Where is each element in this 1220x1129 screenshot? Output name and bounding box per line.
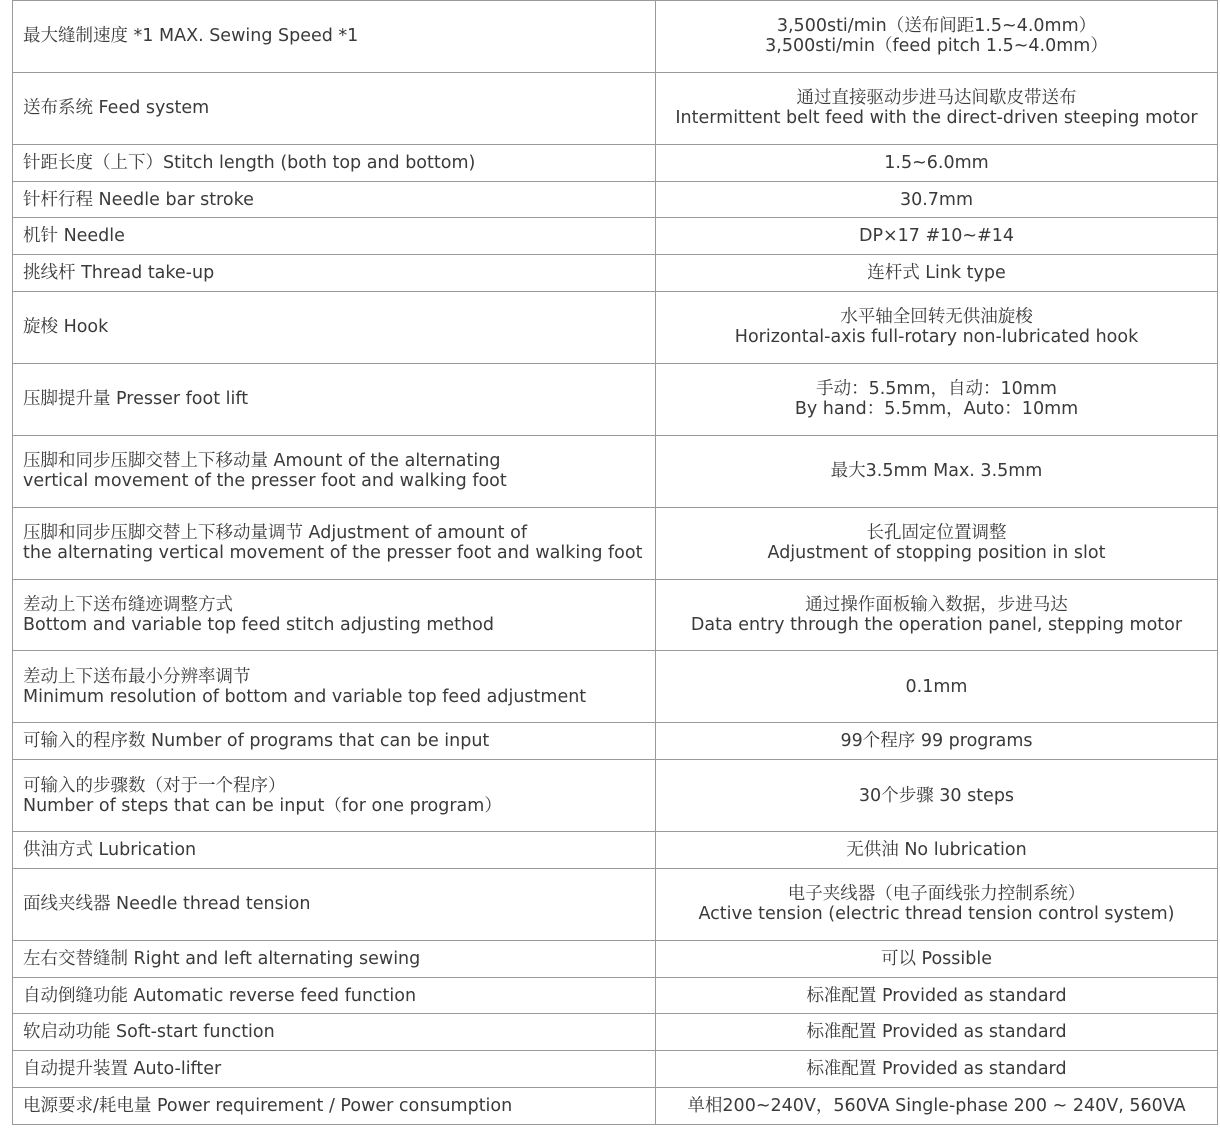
spec-label-line: Number of steps that can be input（for one program） (23, 795, 502, 816)
spec-row (13, 832, 1218, 869)
spec-value-cell (656, 977, 1218, 1014)
spec-value-line: DP×17 #10~#14 (858, 226, 1015, 247)
spec-label-line: 最大缝制速度 *1 MAX. Sewing Speed *1 (23, 26, 359, 47)
spec-value-line: 可以 Possible (880, 948, 993, 969)
spec-value-line: 3,500sti/min（feed pitch 1.5~4.0mm） (765, 36, 1108, 57)
spec-value-cell (656, 868, 1218, 940)
spec-label-cell (13, 1088, 656, 1125)
spec-label-line: 差动上下送布缝迹调整方式 (23, 595, 233, 616)
spec-value-cell (656, 218, 1218, 255)
spec-row (13, 144, 1218, 181)
spec-label-cell (13, 72, 656, 144)
spec-value-line: Active tension (electric thread tension control system) (698, 904, 1175, 925)
spec-label-line: 送布系统 Feed system (23, 98, 210, 119)
spec-label-line: 自动提升装置 Auto-lifter (23, 1059, 222, 1080)
spec-label-cell (13, 977, 656, 1014)
spec-value-line: Data entry through the operation panel, stepping motor (690, 615, 1183, 636)
spec-label-line: 可输入的程序数 Number of programs that can be input (23, 731, 490, 752)
spec-label-line: 旋梭 Hook (23, 317, 109, 338)
spec-value-line: By hand：5.5mm，Auto：10mm (794, 399, 1079, 420)
spec-row (13, 723, 1218, 760)
spec-label-line: Minimum resolution of bottom and variable top feed adjustment (23, 686, 587, 707)
spec-value-line: 电子夹线器（电子面线张力控制系统） (787, 884, 1086, 905)
spec-value-line: 30.7mm (899, 189, 974, 210)
spec-row (13, 1, 1218, 73)
spec-label-cell (13, 1, 656, 73)
spec-label-line: 挑线杆 Thread take-up (23, 263, 215, 284)
spec-label-line: 压脚提升量 Presser foot lift (23, 389, 249, 410)
spec-label-cell (13, 868, 656, 940)
spec-label-line: Bottom and variable top feed stitch adjusting method (23, 615, 494, 636)
spec-label-cell (13, 940, 656, 977)
spec-value-cell (656, 723, 1218, 760)
spec-label-line: the alternating vertical movement of the presser foot and walking foot (23, 543, 643, 564)
spec-value-line: 手动：5.5mm，自动：10mm (816, 379, 1057, 400)
spec-value-cell (656, 579, 1218, 651)
spec-value-line: 长孔固定位置调整 (866, 523, 1007, 544)
spec-value-cell (656, 435, 1218, 507)
spec-label-cell (13, 144, 656, 181)
spec-value-line: 连杆式 Link type (867, 263, 1006, 284)
spec-label-line: 差动上下送布最小分辨率调节 (23, 666, 251, 687)
spec-label-line: 可输入的步骤数（对于一个程序） (23, 775, 286, 796)
spec-label-line: 面线夹线器 Needle thread tension (23, 894, 311, 915)
spec-label-cell (13, 507, 656, 579)
spec-value-cell (656, 1088, 1218, 1125)
spec-value-line: 标准配置 Provided as standard (806, 1059, 1067, 1080)
spec-label-cell (13, 363, 656, 435)
spec-label-cell (13, 760, 656, 832)
spec-label-cell (13, 1051, 656, 1088)
spec-label-cell (13, 1014, 656, 1051)
spec-value-line: Horizontal-axis full-rotary non-lubricated hook (734, 327, 1139, 348)
spec-value-cell (656, 255, 1218, 292)
spec-value-line: 标准配置 Provided as standard (806, 985, 1067, 1006)
spec-row (13, 579, 1218, 651)
spec-row (13, 1051, 1218, 1088)
spec-label-line: 压脚和同步压脚交替上下移动量调节 Adjustment of amount of (23, 523, 527, 544)
spec-value-cell (656, 1014, 1218, 1051)
spec-label-cell (13, 292, 656, 364)
spec-table-body (13, 1, 1218, 1125)
spec-value-line: 通过直接驱动步进马达间歇皮带送布 (796, 88, 1077, 109)
spec-label-cell (13, 832, 656, 869)
spec-value-line: Adjustment of stopping position in slot (767, 543, 1106, 564)
spec-value-cell (656, 507, 1218, 579)
spec-label-line: 自动倒缝功能 Automatic reverse feed function (23, 985, 417, 1006)
spec-value-cell (656, 832, 1218, 869)
spec-value-cell (656, 760, 1218, 832)
spec-value-cell (656, 181, 1218, 218)
spec-row (13, 218, 1218, 255)
spec-value-cell (656, 1, 1218, 73)
spec-value-cell (656, 940, 1218, 977)
spec-value-line: 1.5~6.0mm (884, 152, 989, 173)
spec-value-line: 通过操作面板输入数据，步进马达 (805, 595, 1068, 616)
spec-value-line: 3,500sti/min（送布间距1.5~4.0mm） (776, 16, 1097, 37)
spec-value-line: 标准配置 Provided as standard (806, 1022, 1067, 1043)
spec-value-line: 水平轴全回转无供油旋梭 (840, 307, 1033, 328)
spec-row (13, 255, 1218, 292)
spec-table (12, 0, 1218, 1125)
spec-value-cell (656, 292, 1218, 364)
spec-value-cell (656, 1051, 1218, 1088)
spec-label-line: 针距长度（上下）Stitch length (both top and bottom) (23, 152, 476, 173)
spec-label-cell (13, 579, 656, 651)
spec-label-cell (13, 255, 656, 292)
spec-label-line: 供油方式 Lubrication (23, 839, 197, 860)
spec-row (13, 977, 1218, 1014)
spec-label-cell (13, 435, 656, 507)
spec-label-cell (13, 651, 656, 723)
spec-row (13, 363, 1218, 435)
spec-label-cell (13, 218, 656, 255)
spec-label-cell (13, 723, 656, 760)
spec-label-line: 机针 Needle (23, 226, 125, 247)
spec-label-line: 左右交替缝制 Right and left alternating sewing (23, 948, 421, 969)
spec-row (13, 651, 1218, 723)
spec-value-line: 最大3.5mm Max. 3.5mm (830, 461, 1043, 482)
spec-value-cell (656, 651, 1218, 723)
spec-value-line: 无供油 No lubrication (846, 839, 1027, 860)
spec-row (13, 72, 1218, 144)
spec-value-cell (656, 72, 1218, 144)
spec-value-cell (656, 144, 1218, 181)
spec-row (13, 868, 1218, 940)
spec-label-line: vertical movement of the presser foot and walking foot (23, 471, 507, 492)
spec-value-line: 0.1mm (905, 676, 968, 697)
spec-row (13, 1014, 1218, 1051)
spec-label-line: 电源要求/耗电量 Power requirement / Power consumption (23, 1096, 513, 1117)
spec-value-line: 单相200~240V，560VA Single-phase 200 ~ 240V, 560VA (687, 1096, 1186, 1117)
spec-label-line: 软启动功能 Soft-start function (23, 1022, 275, 1043)
spec-row (13, 940, 1218, 977)
spec-value-line: 99个程序 99 programs (840, 731, 1033, 752)
spec-row (13, 292, 1218, 364)
spec-value-cell (656, 363, 1218, 435)
spec-value-line: 30个步骤 30 steps (858, 785, 1015, 806)
spec-value-line: Intermittent belt feed with the direct-driven steeping motor (675, 108, 1198, 129)
spec-row (13, 181, 1218, 218)
spec-row (13, 507, 1218, 579)
spec-label-cell (13, 181, 656, 218)
spec-row (13, 760, 1218, 832)
spec-label-line: 压脚和同步压脚交替上下移动量 Amount of the alternating (23, 451, 501, 472)
spec-row (13, 435, 1218, 507)
spec-row (13, 1088, 1218, 1125)
spec-label-line: 针杆行程 Needle bar stroke (23, 189, 254, 210)
